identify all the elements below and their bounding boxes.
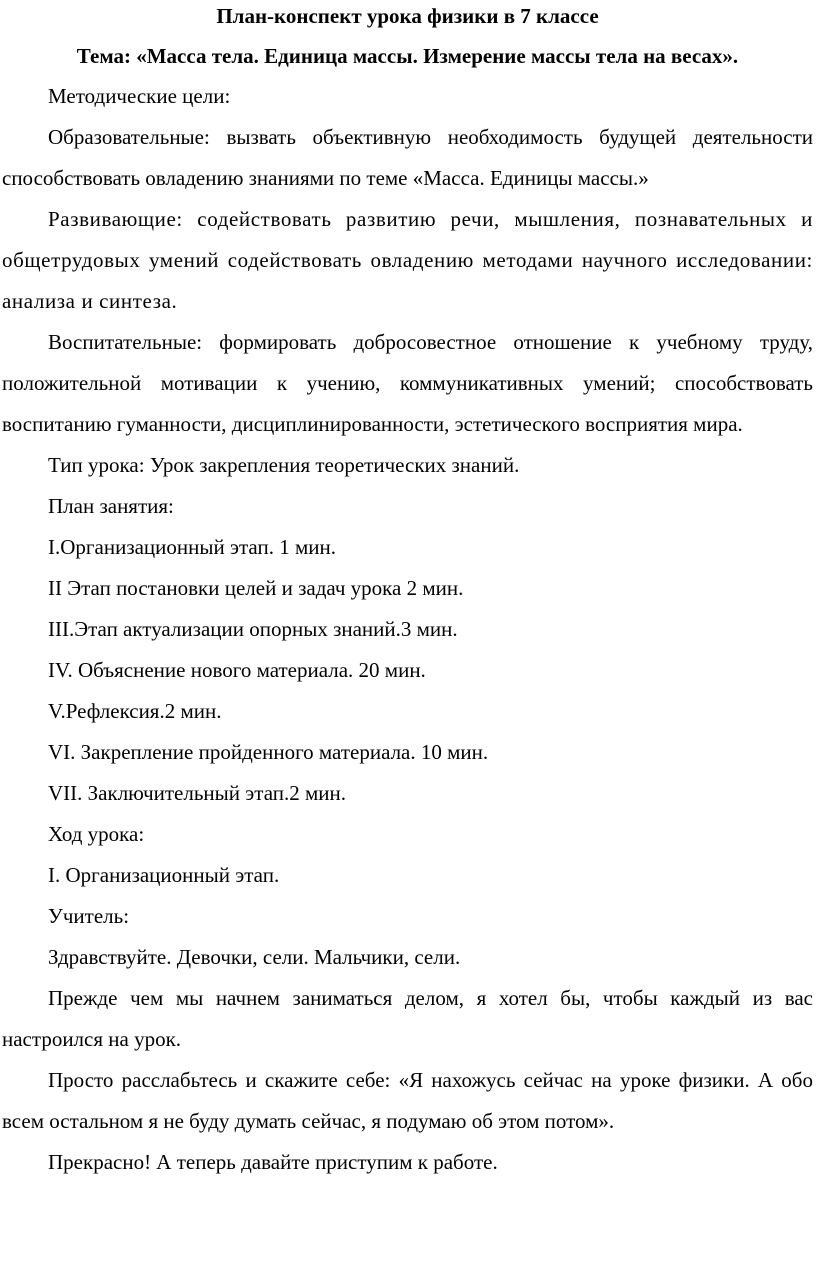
paragraph-attune: Прежде чем мы начнем заниматься делом, я хотел бы, чтобы каждый из вас настроился на урок.	[2, 986, 813, 1051]
stage-heading: I. Организационный этап.	[48, 863, 280, 887]
plan-item: VII. Заключительный этап.2 мин.	[48, 781, 346, 805]
document-title: План-конспект урока физики в 7 классе	[216, 4, 599, 28]
teacher-label: Учитель:	[48, 904, 130, 928]
lesson-type: Тип урока: Урок закрепления теоретических знаний.	[48, 453, 520, 477]
plan-item: V.Рефлексия.2 мин.	[48, 699, 222, 723]
lesson-topic: Тема: «Масса тела. Единица массы. Измерение массы тела на весах».	[76, 44, 739, 68]
paragraph-relax: Просто расслабьтесь и скажите себе: «Я нахожусь сейчас на уроке физики. А обо всем остальном я не буду думать сейчас, я подумаю об этом потом».	[2, 1068, 813, 1133]
goal-developing: Развивающие: содействовать развитию речи, мышления, познавательных и общетрудовых умений содействовать овладению методами научного исследовании: анализа и синтеза.	[2, 207, 813, 313]
plan-heading: План занятия:	[48, 494, 174, 518]
progress-heading: Ход урока:	[48, 822, 145, 846]
goals-heading: Методические цели:	[48, 84, 231, 108]
goal-upbringing: Воспитательные: формировать добросовестное отношение к учебному труду, положительной мотивации к учению, коммуникативных умений; способствовать воспитанию гуманности, дисциплинированности, эстетического восприятия мира.	[2, 330, 813, 436]
goal-educational: Образовательные: вызвать объективную необходимость будущей деятельности способствовать овладению знаниями по теме «Масса. Единицы массы.»	[2, 125, 813, 190]
plan-item: IV. Объяснение нового материала. 20 мин.	[48, 658, 426, 682]
plan-item: III.Этап актуализации опорных знаний.3 мин.	[48, 617, 458, 641]
plan-item: II Этап постановки целей и задач урока 2 мин.	[48, 576, 464, 600]
teacher-greeting: Здравствуйте. Девочки, сели. Мальчики, сели.	[48, 945, 461, 969]
plan-item: I.Организационный этап. 1 мин.	[48, 535, 336, 559]
plan-item: VI. Закрепление пройденного материала. 10 мин.	[48, 740, 489, 764]
paragraph-start: Прекрасно! А теперь давайте приступим к работе.	[48, 1150, 498, 1174]
